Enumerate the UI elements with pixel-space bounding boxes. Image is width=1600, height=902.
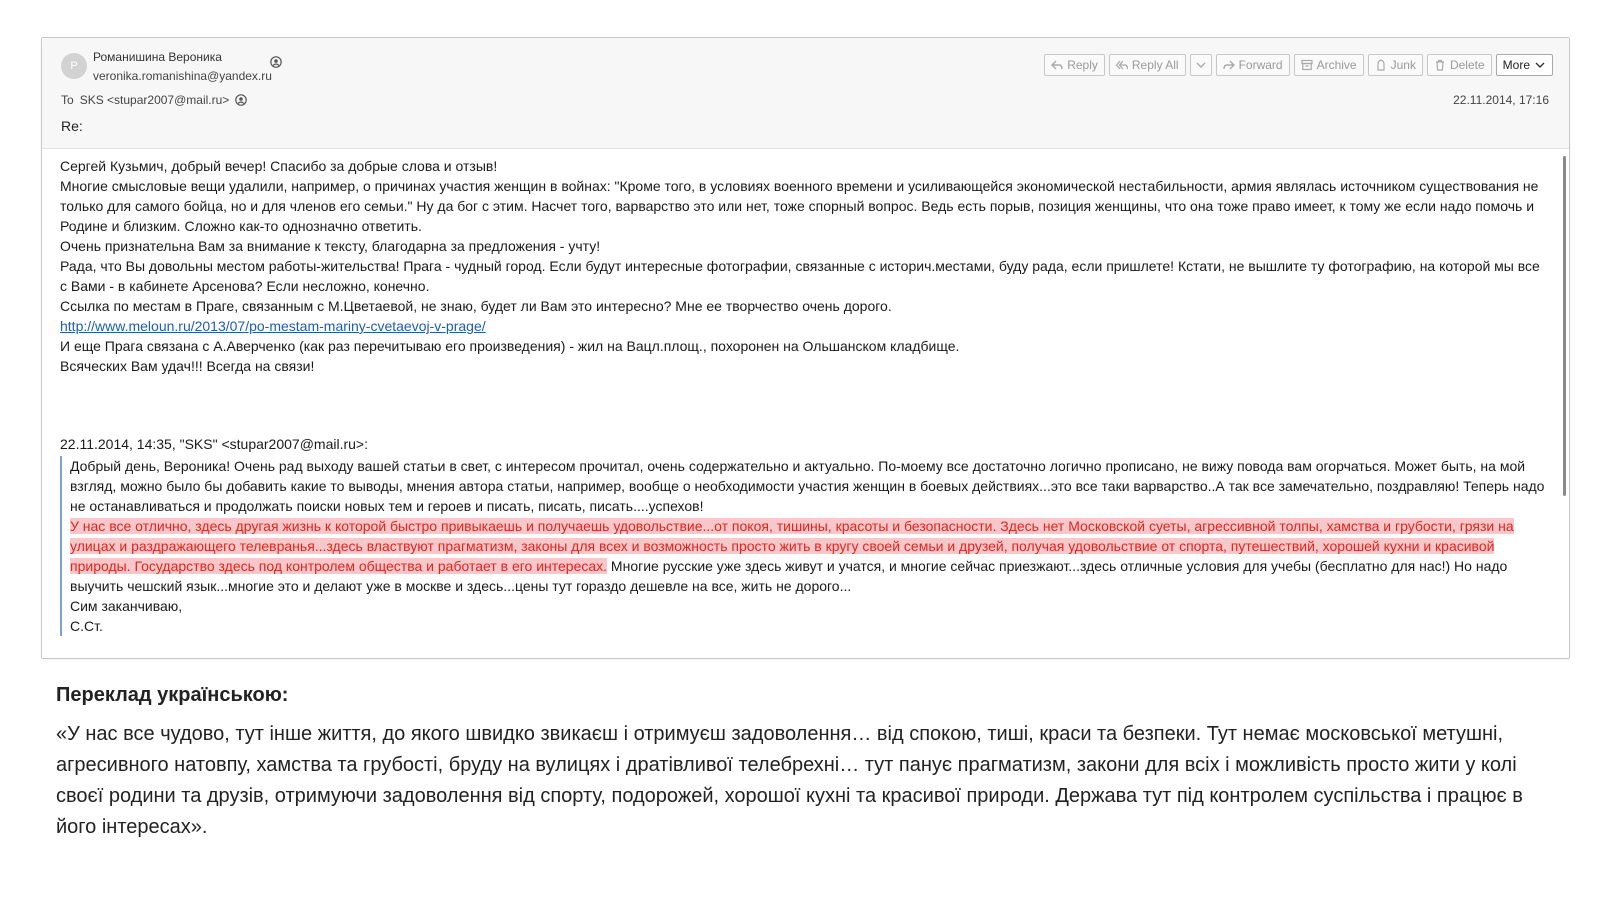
body-paragraph: Сергей Кузьмич, добрый вечер! Спасибо за добрые слова и отзыв!	[60, 158, 498, 174]
email-header	[42, 38, 1569, 149]
quote-signature: С.Ст.	[70, 618, 103, 634]
quote-header: 22.11.2014, 14:35, "SKS" <stupar2007@mail.ru>:	[60, 436, 368, 452]
to-label: To	[61, 93, 74, 107]
tsvetaeva-link[interactable]: http://www.meloun.ru/2013/07/po-mestam-mariny-cvetaevoj-v-prage/	[60, 318, 486, 334]
junk-icon	[1375, 59, 1387, 71]
message-body	[60, 156, 1549, 376]
email-date: 22.11.2014, 17:16	[1453, 93, 1549, 107]
reply-all-icon	[1116, 59, 1128, 71]
add-contact-icon[interactable]	[270, 56, 282, 68]
sender-name[interactable]: Романишина Вероника	[93, 50, 222, 64]
avatar: P	[61, 53, 87, 79]
chevron-down-icon	[1534, 59, 1546, 71]
reply-icon	[1051, 59, 1063, 71]
reply-all-dropdown[interactable]	[1190, 54, 1212, 76]
quote-intro: Добрый день, Вероника! Очень рад выходу вашей статьи в свет, с интересом прочитал, очень содержательно и актуально. По-моему все достаточно логично прописано, не вижу повода вам огорчаться. Может быть, на мой взгляд, можно было бы добавить какие то выводы, мнения автора статьи, например, вообще о необходимости участия женщин в боевых действиях...это все таки варварство..А так все замечательно, поздравляю! Теперь надо не останавливаться и продолжать поиски новых тем и героев и писать, писать, писать....успехов!	[70, 458, 1545, 514]
forward-icon	[1223, 59, 1235, 71]
body-paragraph: Ссылка по местам в Праге, связанным с М.Цветаевой, не знаю, будет ли Вам это интересно? Мне ее творчество очень дорого.	[60, 298, 892, 314]
sender-email[interactable]: veronika.romanishina@yandex.ru	[93, 69, 272, 83]
trash-icon	[1434, 59, 1446, 71]
recipient[interactable]: SKS <stupar2007@mail.ru>	[79, 93, 230, 107]
quote-rest: Многие русские уже здесь живут и учатся, и многие сейчас приезжают...здесь отличные условия для учебы (бесплатно для нас!) Но надо выучить чешский язык...многие это и делают уже в москве и здесь...цены тут гораздо дешевле на все, жить не дорого...	[70, 558, 1508, 594]
archive-button[interactable]: Archive	[1294, 54, 1364, 76]
junk-button[interactable]: Junk	[1368, 54, 1423, 76]
body-paragraph: Рада, что Вы довольны местом работы-жительства! Прага - чудный город. Если будут интересные фотографии, связанные с историч.местами, буду рада, если пришлете! Кстати, не вышлите ту фотографию, на которой мы все с Вами - в кабинете Арсенова? Если несложно, конечно.	[60, 258, 1540, 294]
body-paragraph: Многие смысловые вещи удалили, например, о причинах участия женщин в войнах: "Кроме того, в условиях военного времени и усиливающейся экономической нестабильности, армия являлась источником существования не только для самого бойца, но и для членов его семьи." Ну да бог с этим. Насчет того, варварство это или нет, тоже спорный вопрос. Ведь есть порыв, позиция женщины, что она тоже право имеет, к тому же если надо помочь и Родине и близким. Сложно как-то однозначно ответить.	[60, 178, 1539, 234]
reply-button[interactable]: Reply	[1044, 54, 1105, 76]
translation-text: «У нас все чудово, тут інше життя, до якого швидко звикаєш і отримуєш задоволення… від спокою, тиші, краси та безпеки. Тут немає московської метушні, агресивного натовпу, хамства та грубості, бруду на вулицях і дратівливої телебрехні… тут панує прагматизм, закони для всіх і можливість просто жити у колі своєї родини та друзів, отримуючи задоволення від спорту, подорожей, хорошої кухні та красивої природи. Держава тут під контролем суспільства і працює в його інтересах».	[56, 723, 1523, 838]
quoted-message	[60, 456, 1555, 636]
recipient-line	[61, 93, 247, 107]
translation-title: Переклад українською:	[56, 684, 289, 706]
email-subject: Re:	[61, 118, 83, 134]
body-paragraph: И еще Прага связана с А.Аверченко (как раз перечитываю его произведения) - жил на Вацл.площ., похоронен на Ольшанском кладбище.	[60, 338, 960, 354]
more-button[interactable]: More	[1496, 54, 1553, 76]
delete-button[interactable]: Delete	[1427, 54, 1492, 76]
quote-closing: Сим заканчиваю,	[70, 598, 183, 614]
archive-icon	[1301, 59, 1313, 71]
body-paragraph: Всяческих Вам удач!!! Всегда на связи!	[60, 358, 315, 374]
body-paragraph: Очень признательна Вам за внимание к тексту, благодарна за предложения - учту!	[60, 238, 601, 254]
forward-button[interactable]: Forward	[1216, 54, 1290, 76]
scrollbar[interactable]	[1563, 156, 1566, 496]
add-contact-icon[interactable]	[235, 94, 247, 106]
reply-all-button[interactable]: Reply All	[1109, 54, 1186, 76]
highlighted-passage: У нас все отлично, здесь другая жизнь к которой быстро привыкаешь и получаешь удовольствие...от покоя, тишины, красоты и безопасности. Здесь нет Московской суеты, агрессивной толпы, хамства и грубости, грязи на улицах и раздражающего телевранья...здесь властвуют прагматизм, законы для всех и возможность просто жить в кругу своей семьи и друзей, получая удовольствие от спорта, путешествий, хорошей кухни и красивой природы. Государство здесь под контролем общества и работает в его интересах.	[70, 518, 1514, 574]
message-toolbar	[1044, 54, 1553, 76]
email-window	[41, 37, 1570, 659]
quote-paragraph	[70, 516, 1555, 596]
chevron-down-icon	[1195, 59, 1207, 71]
